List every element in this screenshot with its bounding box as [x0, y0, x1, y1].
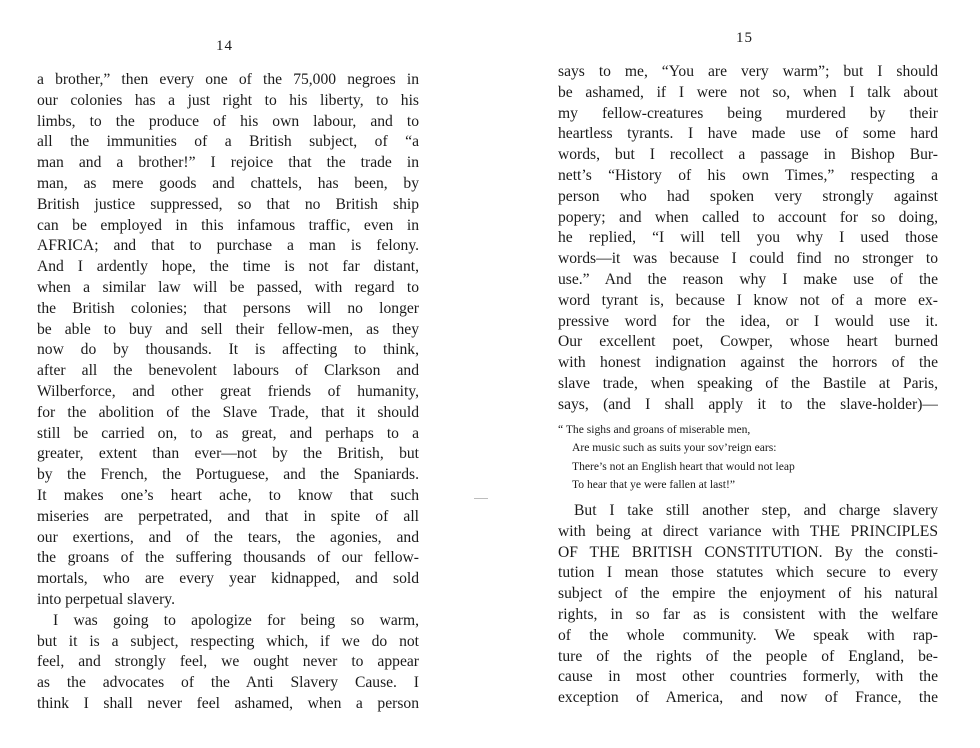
text-line: be able to buy and sell their fellow-men, as they	[37, 320, 419, 338]
text-line: as the advocates of the Anti Slavery Cause. I	[37, 674, 419, 692]
text-line: but it is a subject, respecting which, if we do not	[37, 632, 419, 650]
text-line: cause in most other countries formerly, with the	[558, 668, 938, 686]
text-line: can be employed in this infamous traffic, even in	[37, 216, 419, 234]
text-line: says, (and I shall apply it to the slave-holder)—	[558, 395, 938, 413]
text-line: words, but I recollect a passage in Bishop Bur-	[558, 146, 938, 164]
text-line: by the French, the Portuguese, and the Spaniards.	[37, 466, 419, 484]
text-line: And I ardently hope, the time is not far distant,	[37, 258, 419, 276]
text-line: Our excellent poet, Cowper, whose heart burned	[558, 333, 938, 351]
text-line: with honest indignation against the horrors of the	[558, 354, 938, 372]
text-line: rights, in so far as is consistent with the welfare	[558, 605, 938, 623]
quote-line: There’s not an English heart that would not leap	[572, 459, 795, 473]
text-line: man and a brother!” I rejoice that the trade in	[37, 154, 419, 172]
left-page	[0, 0, 470, 748]
text-line: word tyrant is, because I know not of a more ex-	[558, 291, 938, 309]
gutter-mark	[474, 498, 488, 499]
quote-line: “ The sighs and groans of miserable men,	[558, 422, 751, 436]
text-line: feel, and strongly feel, we ought never to appear	[37, 653, 419, 671]
text-line: mortals, who are every year kidnapped, and sold	[37, 570, 419, 588]
text-line: But I take still another step, and charge slavery	[574, 501, 938, 519]
text-line: our colonies has a just right to his liberty, to his	[37, 91, 419, 109]
page-text	[37, 70, 419, 715]
text-line: think I shall never feel ashamed, when a person	[37, 694, 419, 712]
text-line: a brother,” then every one of the 75,000 negroes in	[37, 71, 419, 88]
text-line: my fellow-creatures being murdered by their	[558, 104, 938, 122]
page-number: 14	[216, 38, 233, 54]
text-line: be ashamed, if I were not so, when I talk about	[558, 83, 938, 101]
text-line: for the abolition of the Slave Trade, that it should	[37, 403, 419, 421]
text-line: person who had spoken very strongly against	[558, 187, 938, 205]
text-line: use.” And the reason why I make use of the	[558, 270, 938, 288]
text-line: miseries are perpetrated, and that in spite of all	[37, 507, 419, 525]
text-line: with being at direct variance with THE PRINCIPLES	[558, 522, 938, 540]
text-line: OF THE BRITISH CONSTITUTION. By the consti-	[558, 543, 938, 561]
right-page	[490, 0, 980, 748]
quote-line: Are music such as suits your sov’reign ears:	[572, 441, 777, 455]
text-line: slave trade, when speaking of the Bastile at Paris,	[558, 374, 938, 392]
text-line: the groans of the suffering thousands of our fellow-	[37, 549, 419, 567]
text-line: of the whole community. We speak with rap-	[558, 626, 938, 644]
text-line: subject of the empire the enjoyment of his natural	[558, 585, 938, 603]
text-line: AFRICA; and that to purchase a man is felony.	[37, 237, 419, 255]
verse-quotation	[558, 421, 938, 495]
text-line: says to me, “You are very warm”; but I should	[558, 63, 938, 80]
text-line: our exertions, and of the tears, the agonies, and	[37, 528, 419, 546]
text-line: Wilberforce, and other great friends of humanity,	[37, 382, 419, 400]
text-line: when a similar law will be passed, with regard to	[37, 278, 419, 296]
text-line: heartless tyrants. I have made use of some hard	[558, 125, 938, 143]
text-line: now do by thousands. It is affecting to think,	[37, 341, 419, 359]
page-text	[558, 62, 938, 709]
text-line: I was going to apologize for being so warm,	[53, 611, 419, 629]
text-line: limbs, to the produce of his own labour, and to	[37, 112, 419, 130]
text-line: all the immunities of a British subject, of “a	[37, 133, 419, 151]
text-line: tution I mean those statutes which secure to every	[558, 564, 938, 582]
text-line: after all the benevolent labours of Clarkson and	[37, 362, 419, 380]
text-line: British justice suppressed, so that no British ship	[37, 195, 419, 213]
text-line: words—it was because I could find no stronger to	[558, 250, 938, 268]
text-line: he replied, “I will tell you why I used those	[558, 229, 938, 247]
text-line: man, as mere goods and chattels, has been, by	[37, 174, 419, 192]
text-line: into perpetual slavery.	[37, 590, 175, 608]
text-line: It makes one’s heart ache, to know that such	[37, 486, 419, 504]
text-line: pressive word for the idea, or I would use it.	[558, 312, 938, 330]
text-line: still be carried on, to as great, and perhaps to a	[37, 424, 419, 442]
text-line: the British colonies; that persons will no longer	[37, 299, 419, 317]
page-number: 15	[736, 30, 753, 46]
text-line: greater, extent than ever—not by the British, but	[37, 445, 419, 463]
text-line: popery; and when called to account for so doing,	[558, 208, 938, 226]
text-line: exception of America, and now of France, the	[558, 689, 938, 707]
text-line: ture of the rights of the people of England, be-	[558, 647, 938, 665]
text-line: nett’s “History of his own Times,” respecting a	[558, 166, 938, 184]
quote-line: To hear that ye were fallen at last!”	[572, 478, 736, 492]
